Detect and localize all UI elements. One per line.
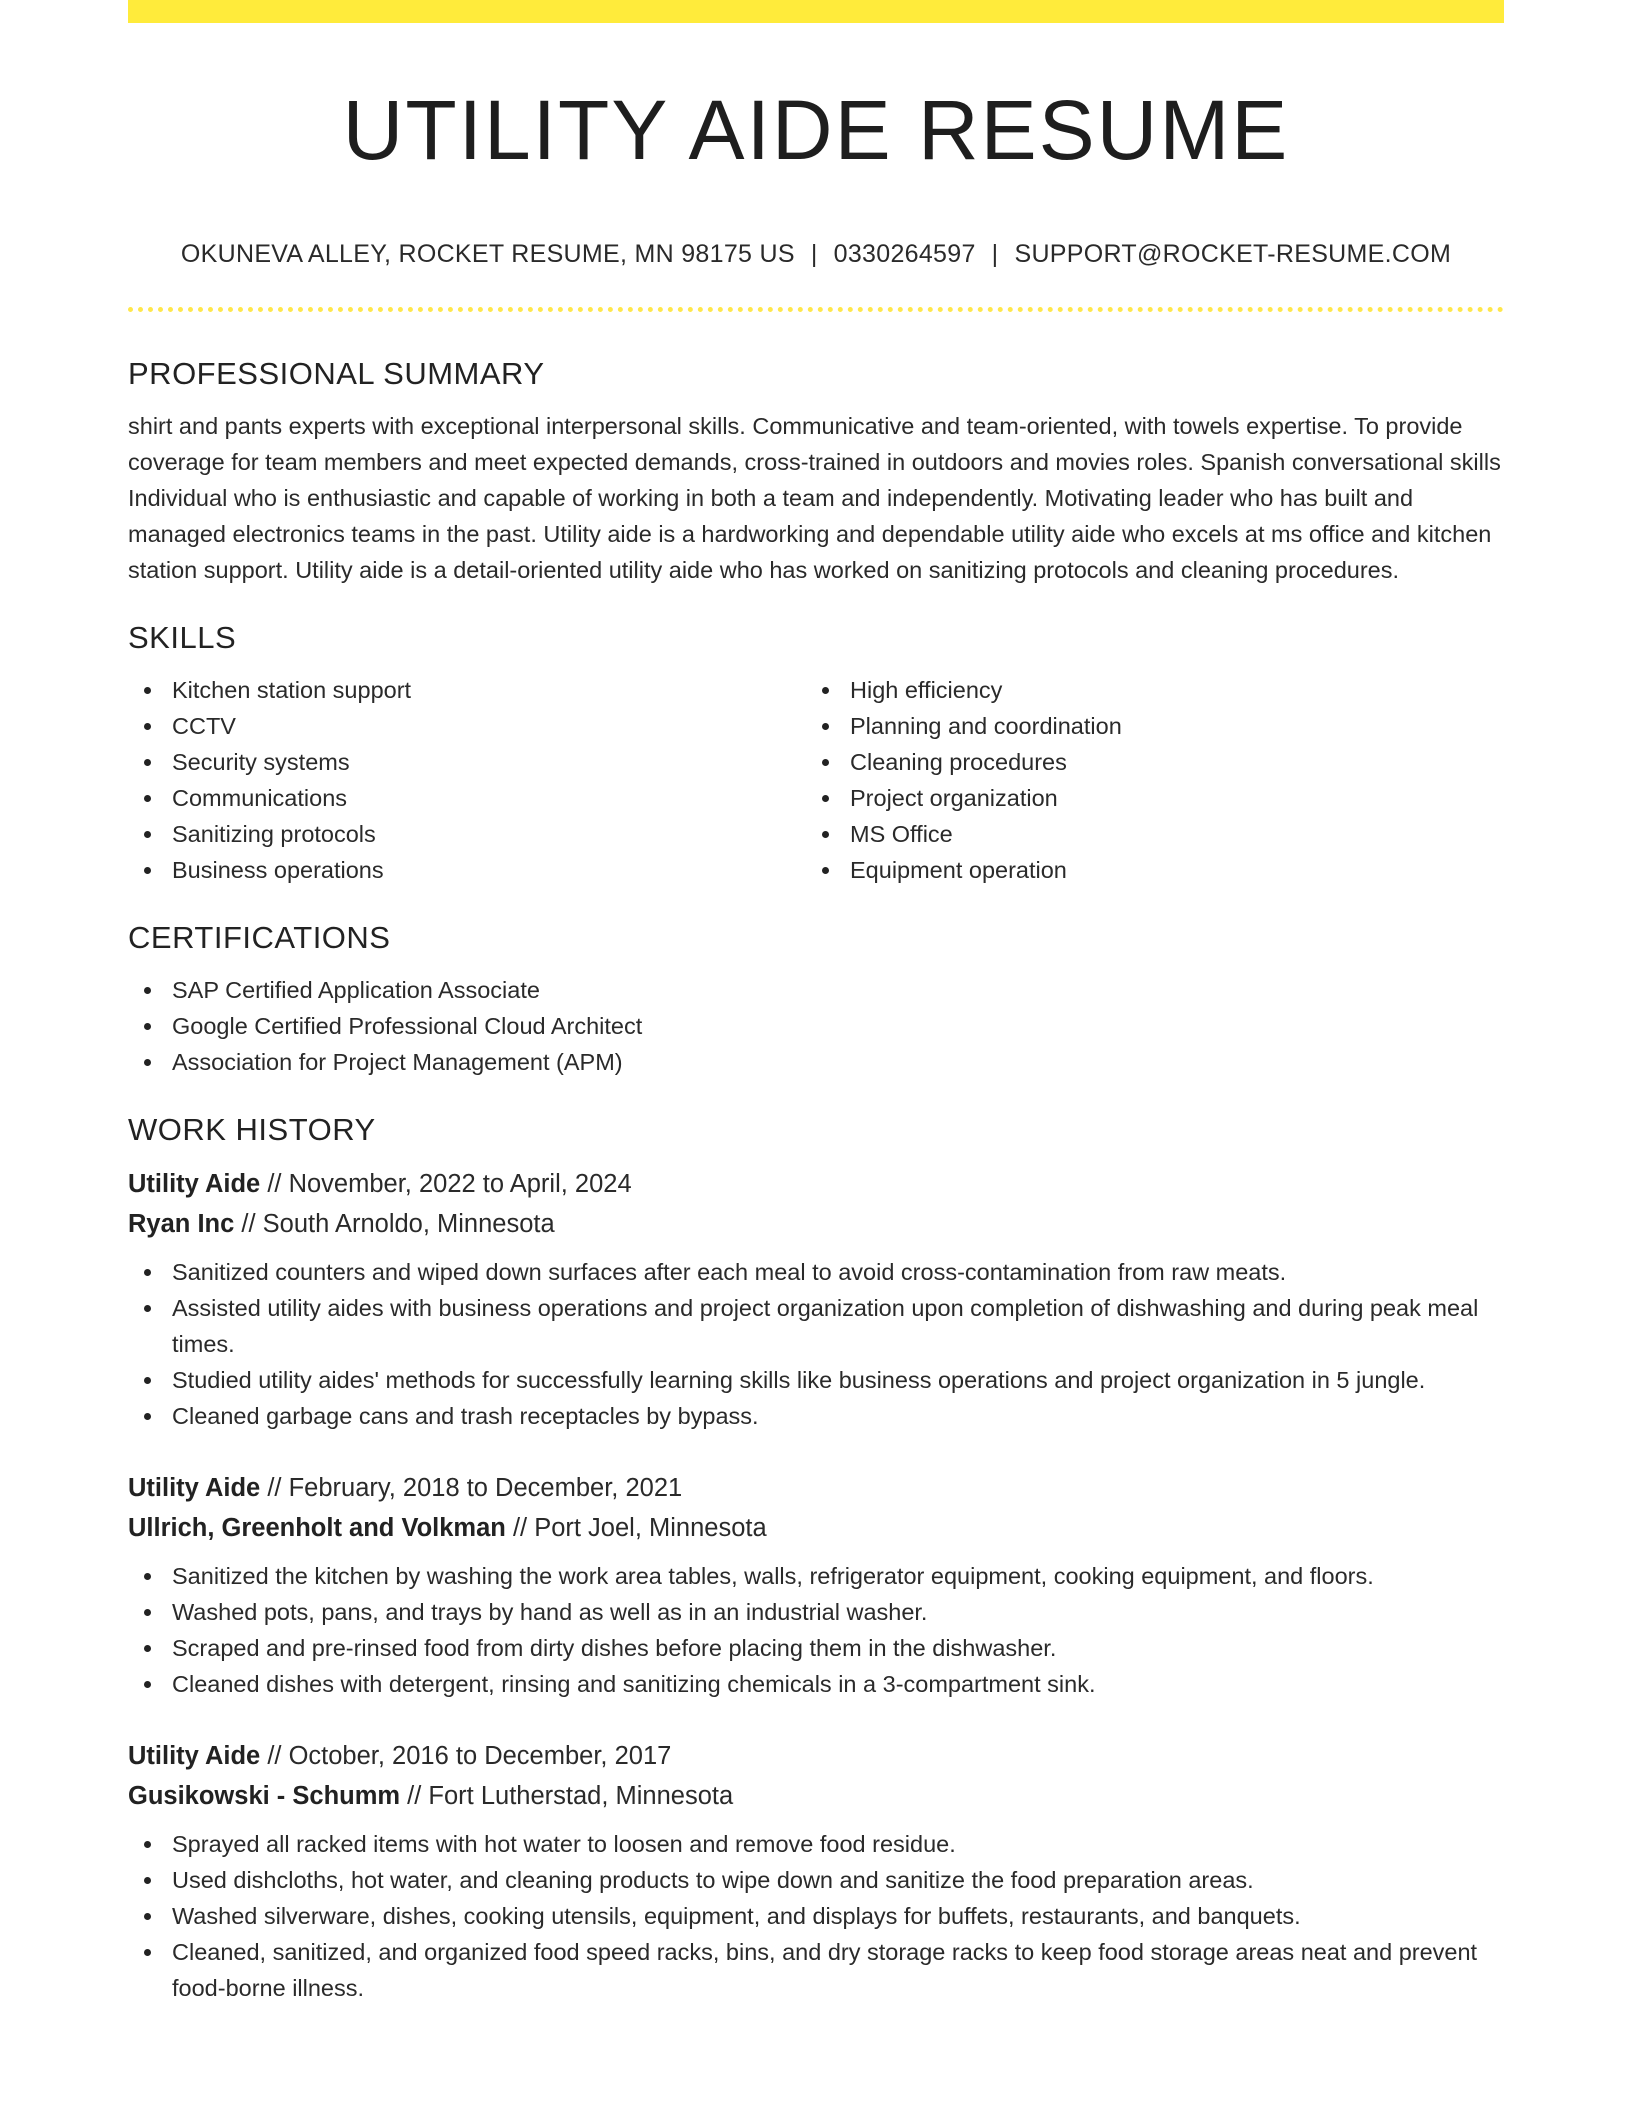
section-heading: PROFESSIONAL SUMMARY — [128, 356, 545, 391]
list-item: Cleaning procedures — [806, 744, 1484, 780]
job-bullets — [128, 1254, 1504, 1434]
skills-list-left — [128, 672, 806, 888]
job-entry — [128, 1736, 1504, 2006]
address: OKUNEVA ALLEY, ROCKET RESUME, MN 98175 US — [180, 240, 795, 268]
list-item: Sanitized the kitchen by washing the work area tables, walls, refrigerator equipment, cooking equipment, and floors. — [128, 1558, 1504, 1594]
job-title: Utility Aide — [128, 1742, 261, 1770]
list-item: Google Certified Professional Cloud Architect — [128, 1008, 1504, 1044]
contact-line — [128, 236, 1504, 272]
job-dates: // October, 2016 to December, 2017 — [267, 1742, 672, 1770]
separator: | — [810, 240, 818, 268]
job-company: Gusikowski - Schumm — [128, 1782, 401, 1810]
list-item: High efficiency — [806, 672, 1484, 708]
list-item: Sprayed all racked items with hot water to loosen and remove food residue. — [128, 1826, 1504, 1862]
list-item: Cleaned dishes with detergent, rinsing and sanitizing chemicals in a 3-compartment sink. — [128, 1666, 1504, 1702]
job-dates: // November, 2022 to April, 2024 — [267, 1170, 632, 1198]
job-company-line — [128, 1204, 1504, 1244]
list-item: Planning and coordination — [806, 708, 1484, 744]
list-item: Studied utility aides' methods for successfully learning skills like business operations and project organization in 5 jungle. — [128, 1362, 1504, 1398]
list-item: Sanitized counters and wiped down surfaces after each meal to avoid cross-contamination from raw meats. — [128, 1254, 1504, 1290]
job-company: Ullrich, Greenholt and Volkman — [128, 1514, 506, 1542]
job-title: Utility Aide — [128, 1474, 261, 1502]
page-title: UTILITY AIDE RESUME — [342, 83, 1290, 177]
list-item: Sanitizing protocols — [128, 816, 806, 852]
list-item: CCTV — [128, 708, 806, 744]
job-dates: // February, 2018 to December, 2021 — [267, 1474, 683, 1502]
job-location: // Fort Lutherstad, Minnesota — [407, 1782, 734, 1810]
job-location: // South Arnoldo, Minnesota — [241, 1210, 555, 1238]
job-title-line — [128, 1468, 1504, 1508]
section-heading: WORK HISTORY — [128, 1112, 376, 1147]
email: SUPPORT@ROCKET-RESUME.COM — [1014, 240, 1452, 268]
job-bullets — [128, 1558, 1504, 1702]
job-company-line — [128, 1776, 1504, 1816]
list-item: Association for Project Management (APM) — [128, 1044, 1504, 1080]
list-item: Assisted utility aides with business operations and project organization upon completion of dishwashing and during peak meal times. — [128, 1290, 1504, 1362]
work-history-section — [128, 1106, 1504, 2006]
job-location: // Port Joel, Minnesota — [512, 1514, 767, 1542]
list-item: SAP Certified Application Associate — [128, 972, 1504, 1008]
job-entry — [128, 1164, 1504, 1434]
job-title: Utility Aide — [128, 1170, 261, 1198]
list-item: Project organization — [806, 780, 1484, 816]
job-company-line — [128, 1508, 1504, 1548]
job-title-line — [128, 1164, 1504, 1204]
skills-section — [128, 614, 1504, 888]
list-item: MS Office — [806, 816, 1484, 852]
list-item: Communications — [128, 780, 806, 816]
list-item: Business operations — [128, 852, 806, 888]
skills-grid — [128, 672, 1504, 888]
list-item: Security systems — [128, 744, 806, 780]
resume-content — [128, 350, 1504, 2006]
list-item: Washed silverware, dishes, cooking utensils, equipment, and displays for buffets, restaurants, and banquets. — [128, 1898, 1504, 1934]
job-entry — [128, 1468, 1504, 1702]
section-heading: SKILLS — [128, 620, 237, 655]
summary-text: shirt and pants experts with exceptional interpersonal skills. Communicative and team-oriented, with towels expertise. To provide coverage for team members and meet expected demands, cross-trained in outdoors and movies roles. Spanish conversational skills Individual who is enthusiastic and capable of working in both a team and independently. Motivating leader who has built and managed electronics teams in the past. Utility aide is a hardworking and dependable utility aide who excels at ms office and kitchen station support. Utility aide is a detail-oriented utility aide who has worked on sanitizing protocols and cleaning procedures. — [128, 413, 1501, 583]
list-item: Kitchen station support — [128, 672, 806, 708]
list-item: Washed pots, pans, and trays by hand as well as in an industrial washer. — [128, 1594, 1504, 1630]
list-item: Cleaned garbage cans and trash receptacles by bypass. — [128, 1398, 1504, 1434]
dotted-divider — [128, 307, 1504, 312]
list-item: Cleaned, sanitized, and organized food speed racks, bins, and dry storage racks to keep food storage areas neat and prevent food-borne illness. — [128, 1934, 1504, 2006]
phone: 0330264597 — [833, 240, 976, 268]
skills-list-right — [806, 672, 1484, 888]
list-item: Used dishcloths, hot water, and cleaning products to wipe down and sanitize the food preparation areas. — [128, 1862, 1504, 1898]
certifications-list — [128, 972, 1504, 1080]
job-bullets — [128, 1826, 1504, 2006]
accent-bar — [128, 0, 1504, 23]
job-title-line — [128, 1736, 1504, 1776]
certifications-section — [128, 914, 1504, 1080]
section-heading: CERTIFICATIONS — [128, 920, 391, 955]
separator: | — [991, 240, 999, 268]
list-item: Equipment operation — [806, 852, 1484, 888]
job-company: Ryan Inc — [128, 1210, 235, 1238]
list-item: Scraped and pre-rinsed food from dirty dishes before placing them in the dishwasher. — [128, 1630, 1504, 1666]
summary-section — [128, 350, 1504, 588]
